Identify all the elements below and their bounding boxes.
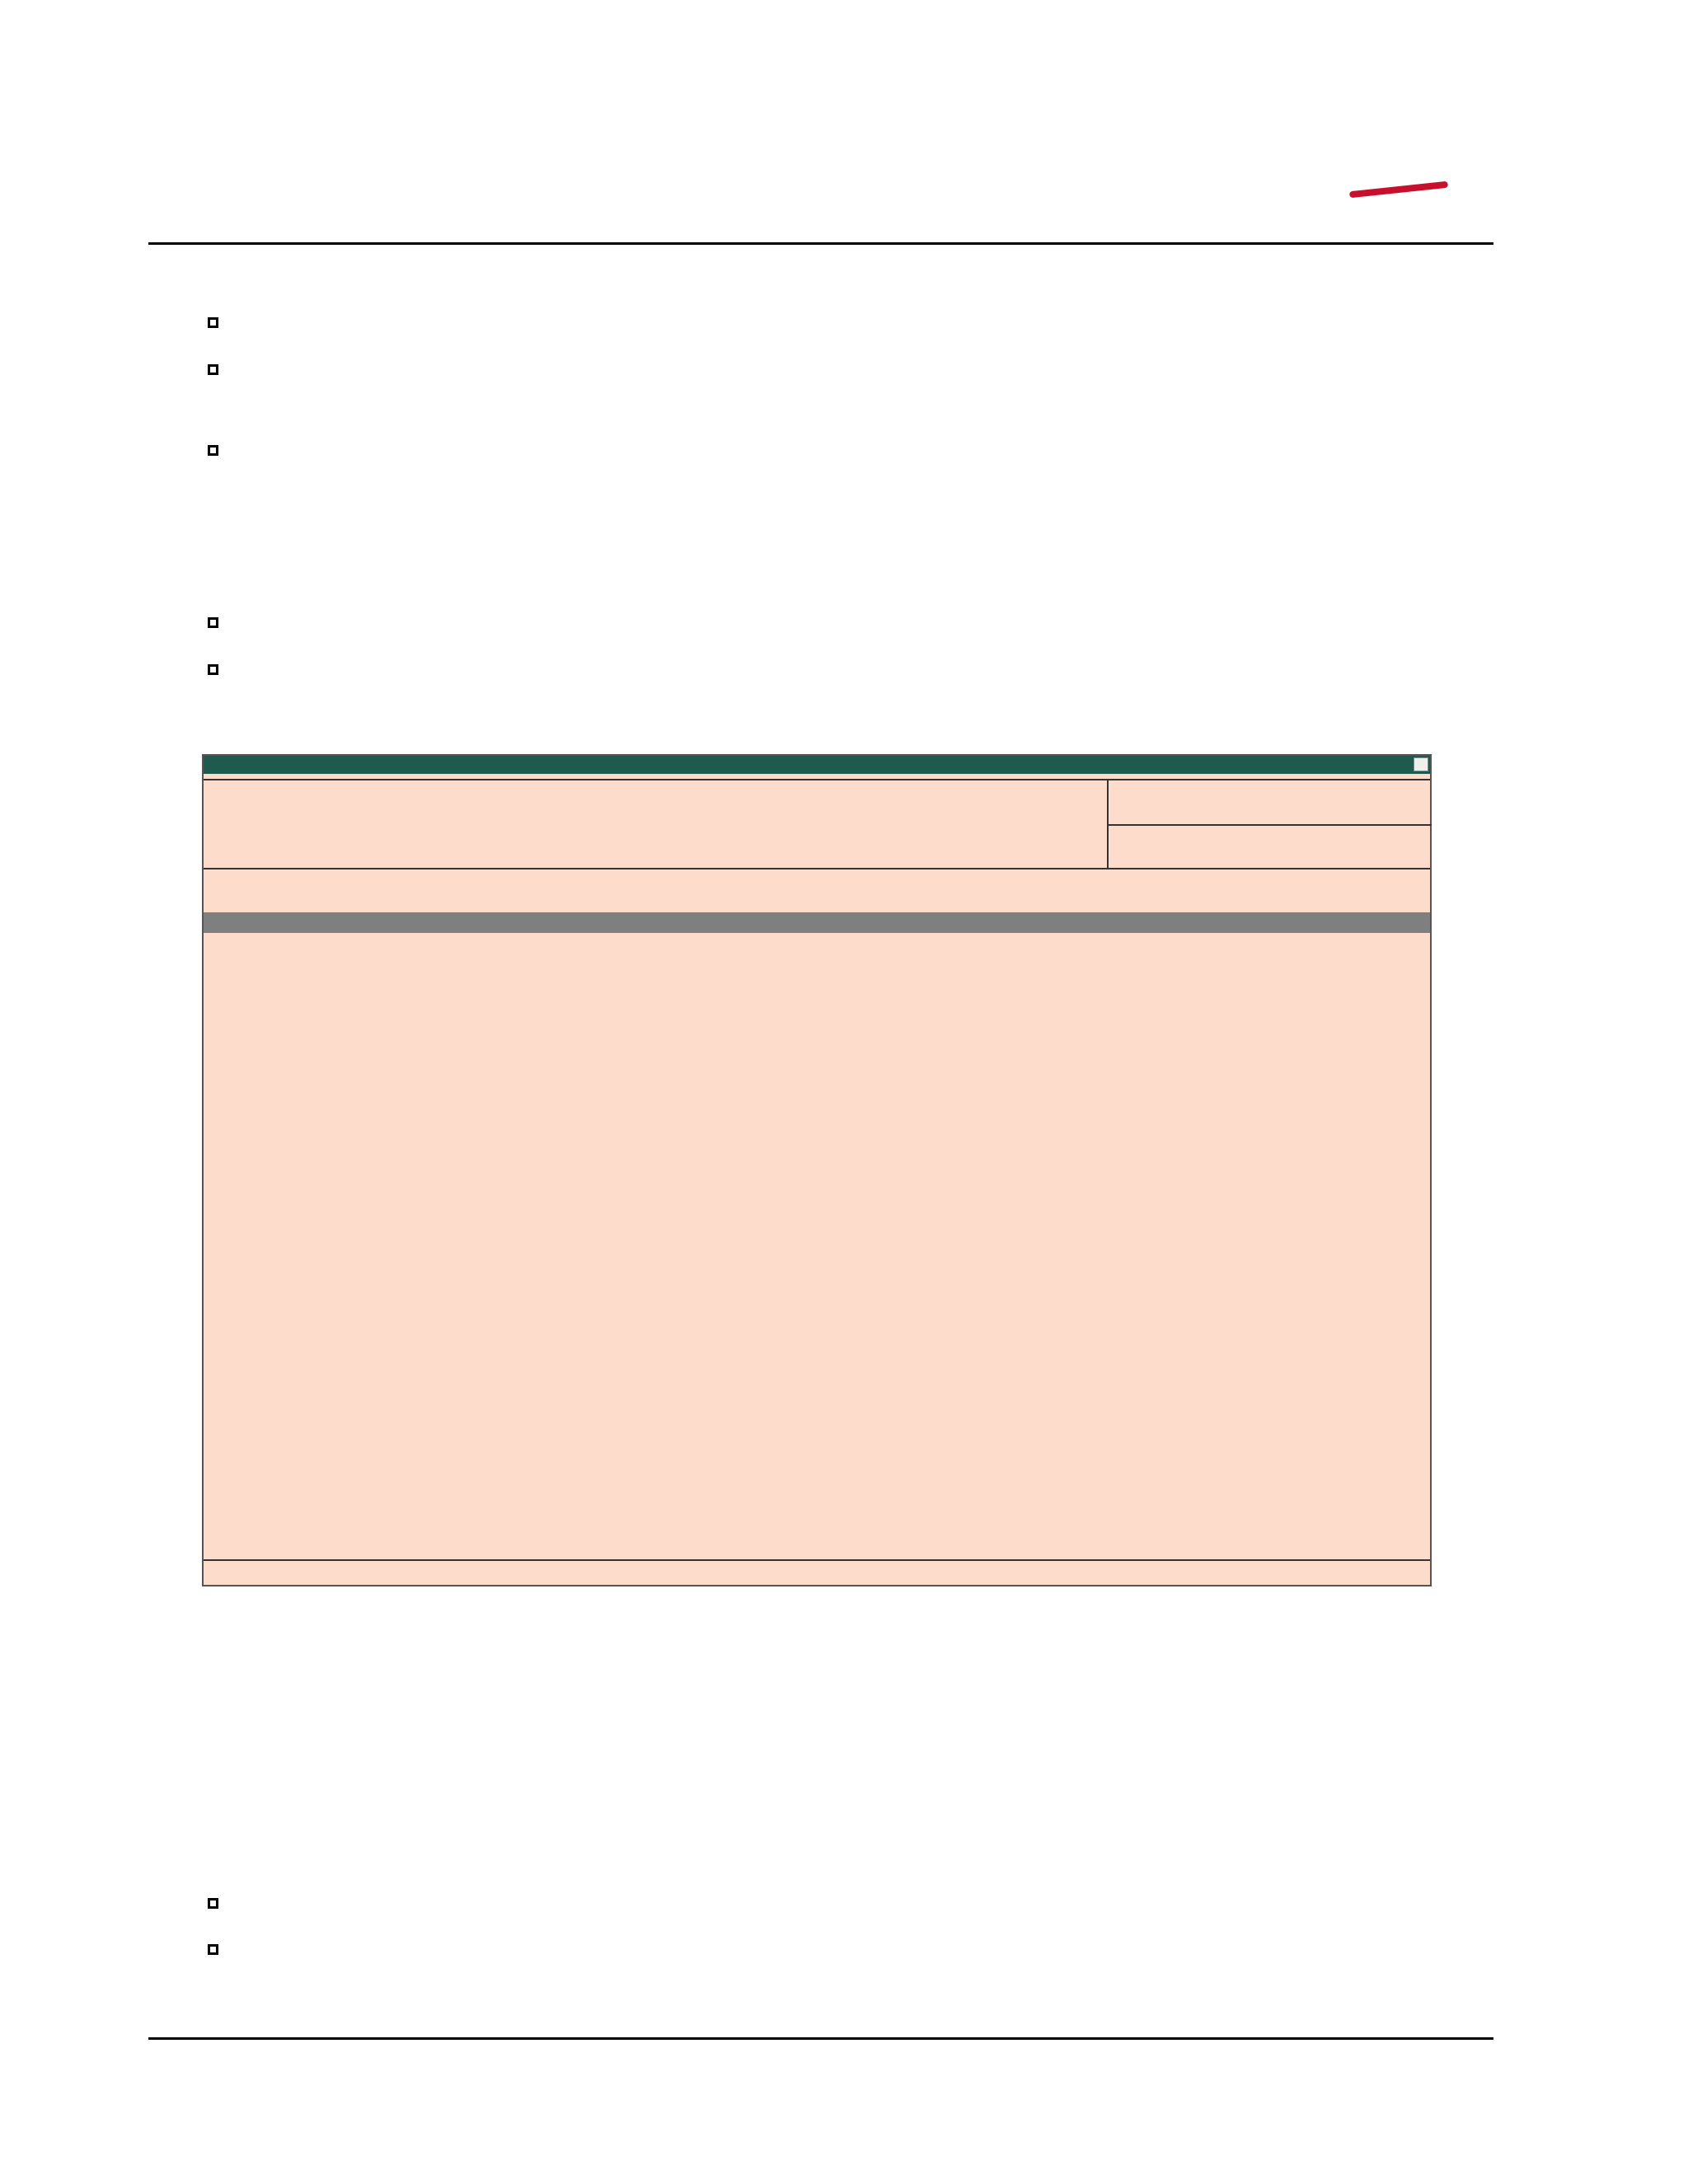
close-icon[interactable]: [1414, 757, 1428, 771]
bullet-square-icon: [208, 317, 218, 328]
footer-rule: [148, 2037, 1493, 2040]
header-rule: [148, 242, 1493, 245]
bullet-square-icon: [208, 364, 218, 375]
grand-total-row: [204, 1561, 1430, 1586]
divider: [204, 868, 1430, 869]
bullet-square-icon: [208, 1944, 218, 1955]
tally-logo: [1306, 138, 1498, 225]
divider: [1107, 779, 1109, 868]
bullet-square-icon: [208, 617, 218, 628]
bullet-square-icon: [208, 1898, 218, 1909]
selected-row-highlight: [204, 912, 1430, 933]
window-title-bar: [204, 756, 1430, 774]
logo-swoosh: [1349, 181, 1448, 198]
bullet-square-icon: [208, 664, 218, 675]
divider: [1107, 824, 1432, 826]
godown-summary-window: [202, 754, 1432, 1586]
bullet-square-icon: [208, 445, 218, 456]
divider: [204, 779, 1430, 780]
